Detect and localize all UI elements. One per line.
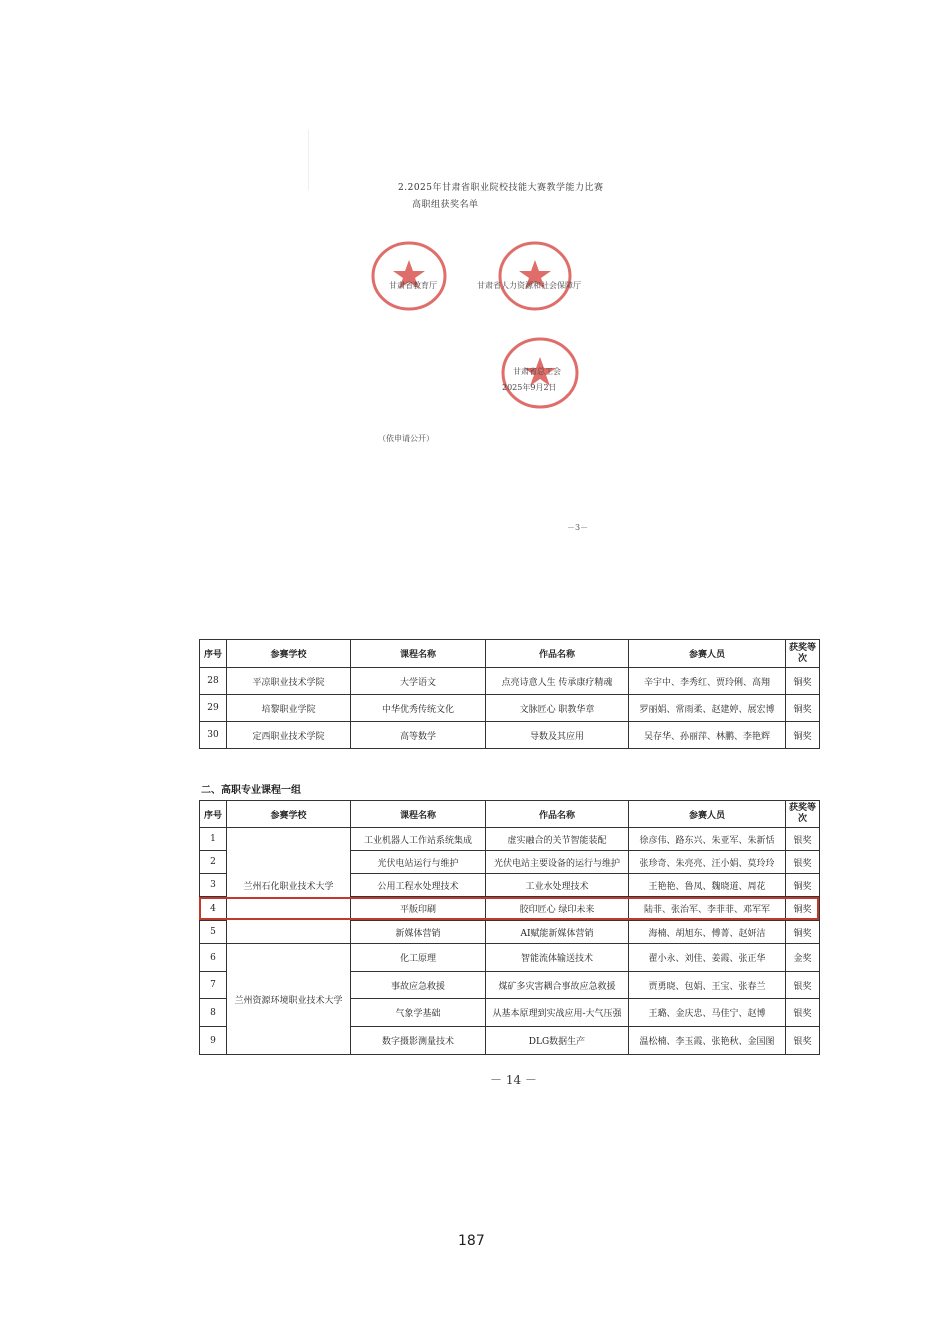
cell-work: 工业水处理技术 <box>486 874 629 897</box>
cell-course: 光伏电站运行与维护 <box>351 851 486 874</box>
cell-award: 铜奖 <box>786 722 820 749</box>
table-row <box>200 828 820 851</box>
header-school: 参赛学校 <box>227 640 351 668</box>
cell-work: 从基本原理到实战应用-大气压强 <box>486 999 629 1027</box>
header-course: 课程名称 <box>351 801 486 828</box>
cell-course: 平版印刷 <box>351 897 486 921</box>
cell-members: 王璐、金庆忠、马佳宁、赵博 <box>629 999 786 1027</box>
cell-course: 工业机器人工作站系统集成 <box>351 828 486 851</box>
cell-index: 29 <box>200 695 227 722</box>
cell-course: 高等数学 <box>351 722 486 749</box>
announcement-subtitle: 高职组获奖名单 <box>412 200 479 210</box>
cell-award: 铜奖 <box>786 874 820 897</box>
announcement-date: 2025年9月2日 <box>502 383 557 392</box>
cell-members: 罗丽娟、常雨柔、赵建婷、展宏博 <box>629 695 786 722</box>
seal-issuer-2: 甘肃省人力资源和社会保障厅 <box>477 281 581 290</box>
disclosure-note: （依申请公开） <box>378 434 434 443</box>
cell-index: 4 <box>200 897 227 921</box>
cell-award: 银奖 <box>786 972 820 999</box>
cell-members: 温松楠、李玉霞、张艳秋、金国图 <box>629 1027 786 1055</box>
cell-work: 文脉匠心 职教华章 <box>486 695 629 722</box>
cell-course: 数字摄影测量技术 <box>351 1027 486 1055</box>
cell-members: 辛宇中、李秀红、贾玲俐、高翔 <box>629 668 786 695</box>
cell-award: 银奖 <box>786 1027 820 1055</box>
cell-award: 铜奖 <box>786 695 820 722</box>
row-highlight-box <box>199 897 819 920</box>
table-row <box>200 722 820 749</box>
cell-members: 张珍奇、朱亮亮、汪小娟、莫玲玲 <box>629 851 786 874</box>
table-header-row <box>200 640 820 668</box>
header-work: 作品名称 <box>486 640 629 668</box>
cell-work: DLG数据生产 <box>486 1027 629 1055</box>
cell-members: 吴存华、孙丽萍、林鹏、李艳辉 <box>629 722 786 749</box>
page-number-3: －3－ <box>567 523 589 532</box>
cell-members: 贾勇晓、包娟、王宝、张春兰 <box>629 972 786 999</box>
table-header-row <box>200 801 820 828</box>
cell-work: 光伏电站主要设备的运行与维护 <box>486 851 629 874</box>
cell-award: 铜奖 <box>786 921 820 944</box>
cell-work: AI赋能新媒体营销 <box>486 921 629 944</box>
scan-artifact-line <box>308 130 309 190</box>
hr-social-security-seal <box>497 240 573 312</box>
cell-index: 28 <box>200 668 227 695</box>
cell-members: 陆菲、张治军、李菲菲、邓军军 <box>629 897 786 921</box>
cell-award: 银奖 <box>786 851 820 874</box>
seal-issuer-3: 甘肃省总工会 <box>513 367 561 376</box>
cell-work: 胶印匠心 绿印未来 <box>486 897 629 921</box>
cell-index: 5 <box>200 921 227 944</box>
award-table-continued <box>199 639 820 749</box>
cell-work: 煤矿多灾害耦合事故应急救援 <box>486 972 629 999</box>
table-row <box>200 944 820 972</box>
cell-course: 新媒体营销 <box>351 921 486 944</box>
cell-school: 平凉职业技术学院 <box>227 668 351 695</box>
cell-course: 气象学基础 <box>351 999 486 1027</box>
cell-index: 9 <box>200 1027 227 1055</box>
cell-index: 2 <box>200 851 227 874</box>
announcement-title: 2.2025年甘肃省职业院校技能大赛教学能力比赛 <box>398 183 604 193</box>
header-school: 参赛学校 <box>227 801 351 828</box>
header-index: 序号 <box>200 801 227 828</box>
cell-award: 金奖 <box>786 944 820 972</box>
cell-index: 6 <box>200 944 227 972</box>
cell-index: 3 <box>200 874 227 897</box>
header-work: 作品名称 <box>486 801 629 828</box>
page-number-187: 187 <box>458 1233 485 1249</box>
table-row <box>200 695 820 722</box>
cell-work: 虚实融合的关节智能装配 <box>486 828 629 851</box>
cell-school-merged: 兰州石化职业技术大学 <box>227 828 351 944</box>
cell-index: 1 <box>200 828 227 851</box>
cell-school: 定西职业技术学院 <box>227 722 351 749</box>
cell-work: 导数及其应用 <box>486 722 629 749</box>
cell-course: 中华优秀传统文化 <box>351 695 486 722</box>
header-course: 课程名称 <box>351 640 486 668</box>
header-members: 参赛人员 <box>629 801 786 828</box>
cell-school-merged: 兰州资源环境职业技术大学 <box>227 944 351 1055</box>
cell-members: 徐彦伟、路东兴、朱亚军、朱新恬 <box>629 828 786 851</box>
cell-members: 海楠、胡旭东、傅菁、赵妍洁 <box>629 921 786 944</box>
header-award: 获奖等次 <box>786 640 820 668</box>
cell-award: 铜奖 <box>786 897 820 921</box>
cell-index: 7 <box>200 972 227 999</box>
cell-index: 8 <box>200 999 227 1027</box>
cell-course: 化工原理 <box>351 944 486 972</box>
table-row <box>200 668 820 695</box>
cell-award: 铜奖 <box>786 668 820 695</box>
seal-issuer-1: 甘肃省教育厅 <box>389 281 437 290</box>
cell-award: 银奖 <box>786 828 820 851</box>
header-award: 获奖等次 <box>786 801 820 828</box>
cell-members: 翟小永、刘佳、姜霞、张正华 <box>629 944 786 972</box>
header-index: 序号 <box>200 640 227 668</box>
cell-course: 公用工程水处理技术 <box>351 874 486 897</box>
cell-course: 大学语文 <box>351 668 486 695</box>
award-table-professional-group-1 <box>199 800 820 1055</box>
cell-school: 培黎职业学院 <box>227 695 351 722</box>
cell-award: 银奖 <box>786 999 820 1027</box>
header-members: 参赛人员 <box>629 640 786 668</box>
cell-work: 智能流体输送技术 <box>486 944 629 972</box>
page-number-14: － 14 － <box>490 1073 537 1087</box>
cell-work: 点亮诗意人生 传承康疗精魂 <box>486 668 629 695</box>
education-department-seal <box>370 240 448 312</box>
section-heading: 二、高职专业课程一组 <box>201 785 301 796</box>
cell-members: 王艳艳、鲁凤、魏晓道、周花 <box>629 874 786 897</box>
cell-course: 事故应急救援 <box>351 972 486 999</box>
cell-index: 30 <box>200 722 227 749</box>
